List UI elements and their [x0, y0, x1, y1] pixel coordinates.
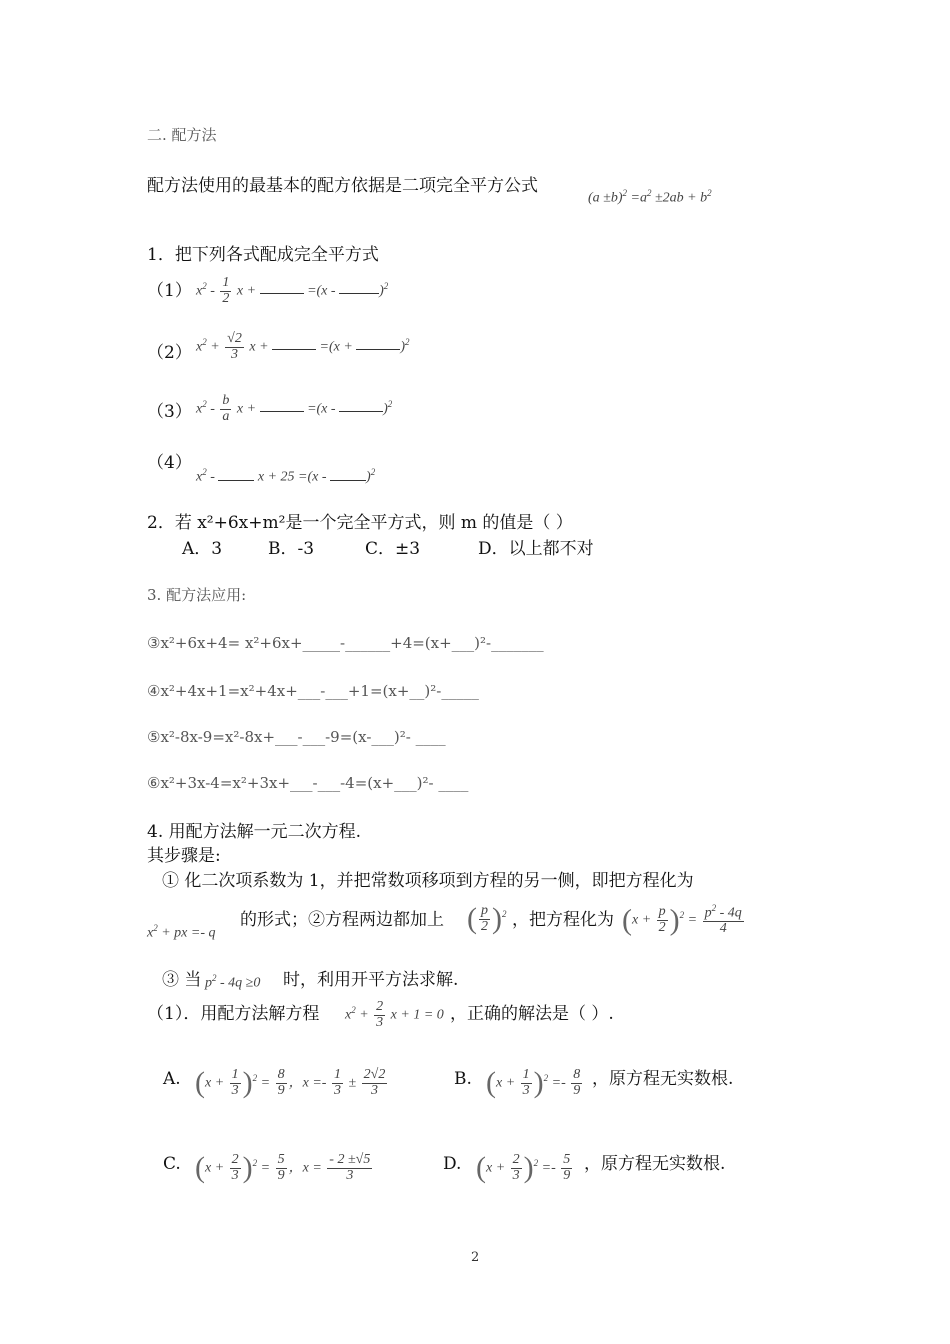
q1-item4-label: （4） — [147, 453, 192, 473]
q4-step2-half-p: ( $\frac{p}{2}$ )$^2$ — [467, 902, 507, 936]
section-title: 二. 配方法 — [147, 126, 217, 144]
q4-step2-text-a: 的形式；②方程两边都加上 — [240, 910, 444, 930]
q4-step1-expr: $x^2$ + px =- q — [147, 923, 216, 941]
q2-option-a: A．3 — [182, 539, 223, 559]
q3-item3: ⑤x²-8x-9=x²-8x+___-___-9=(x-___)²- ____ — [147, 728, 446, 746]
q4-option-a-label: A. — [163, 1069, 181, 1089]
page-number: 2 — [471, 1250, 480, 1265]
q1-item1-expr: $x^2$ - $\frac{1}{2}$ x + =(x - )$^2$ — [196, 275, 389, 306]
q1-title: 1．把下列各式配成完全平方式 — [147, 245, 379, 265]
q4-sub1-equation: $x^2$ + $\frac{2}{3}$ x + 1 = 0 — [345, 999, 444, 1030]
q4-sub1-text-a: （1）．用配方法解方程 — [147, 1004, 320, 1024]
q4-step3-text-b: 时，利用开平方法求解. — [283, 970, 459, 990]
q4-steps-label: 其步骤是: — [147, 846, 221, 866]
q3-item4: ⑥x²+3x-4=x²+3x+___-___-4=(x+___)²- ____ — [147, 774, 469, 792]
q4-option-a-expr: (x + $\frac{1}{3}$ )$^2$ = $\frac{8}{9}$ ，x =- $\frac{1}{3}$ ± $\frac{2√2}{3}$ — [195, 1066, 386, 1100]
q4-step3-text-a: ③ 当 — [162, 970, 202, 990]
intro-formula: $(a \pm b)^2 =a^2 \pm 2ab + b^2$ — [588, 188, 712, 206]
intro-text: 配方法使用的最基本的配方依据是二项完全平方公式 — [147, 176, 538, 196]
q1-item3-label: （3） — [147, 402, 192, 422]
q4-option-c-label: C. — [163, 1154, 181, 1174]
q3-item2: ④x²+4x+1=x²+4x+___-___+1=(x+__)²-_____ — [147, 682, 479, 700]
q2-option-b: B．-3 — [268, 539, 315, 559]
q2-title: 2．若 x²+6x+m²是一个完全平方式，则 m 的值是（ ） — [147, 513, 573, 533]
q4-step1: ① 化二次项系数为 1，并把常数项移项到方程的另一侧，即把方程化为 — [162, 871, 694, 891]
q1-item1-label: （1） — [147, 281, 192, 301]
q2-option-c: C．±3 — [365, 539, 421, 559]
q4-title: 4. 用配方法解一元二次方程. — [147, 822, 362, 842]
q2-option-d: D．以上都不对 — [478, 539, 594, 559]
q4-step2-text-b: ，把方程化为 — [512, 910, 614, 930]
q4-option-c-expr: (x + $\frac{2}{3}$ )$^2$ = $\frac{5}{9}$ ，x = $\frac{- 2 \pm√5}{3}$ — [195, 1151, 371, 1185]
q4-option-d-expr: (x + $\frac{2}{3}$ )$^2$ =- $\frac{5}{9}$ — [476, 1151, 571, 1185]
q4-sub1-text-b: ，正确的解法是（ ）. — [450, 1004, 614, 1024]
q4-option-b-expr: (x + $\frac{1}{3}$ )$^2$ =- $\frac{8}{9}$ — [486, 1066, 581, 1100]
q4-option-d-label: D. — [443, 1154, 462, 1174]
q3-title: 3. 配方法应用: — [147, 586, 247, 604]
q4-option-d-tail: ，原方程无实数根. — [584, 1154, 726, 1174]
q1-item3-expr: $x^2$ - $\frac{b}{a}$ x + =(x - )$^2$ — [196, 393, 393, 424]
q3-item1: ③x²+6x+4= x²+6x+_____-______+4=(x+___)²-_______ — [147, 634, 544, 652]
q4-step3-expr: $p^2 - 4q \ge 0$ — [205, 973, 261, 991]
q1-item2-expr: $x^2$ + $\frac{√2}{3}$ $x + =(x + )^2$ — [196, 331, 410, 362]
q1-item4-expr: $x^2 - x + 25 =(x - )^2$ — [196, 467, 376, 485]
q4-step2-expr: (x + $\frac{p}{2}$ )$^2$ = $\frac{p^2 - 4q}{4}$ — [622, 903, 742, 937]
q1-item2-label: （2） — [147, 343, 192, 363]
q4-option-b-tail: ，原方程无实数根. — [592, 1069, 734, 1089]
q4-option-b-label: B. — [454, 1069, 472, 1089]
